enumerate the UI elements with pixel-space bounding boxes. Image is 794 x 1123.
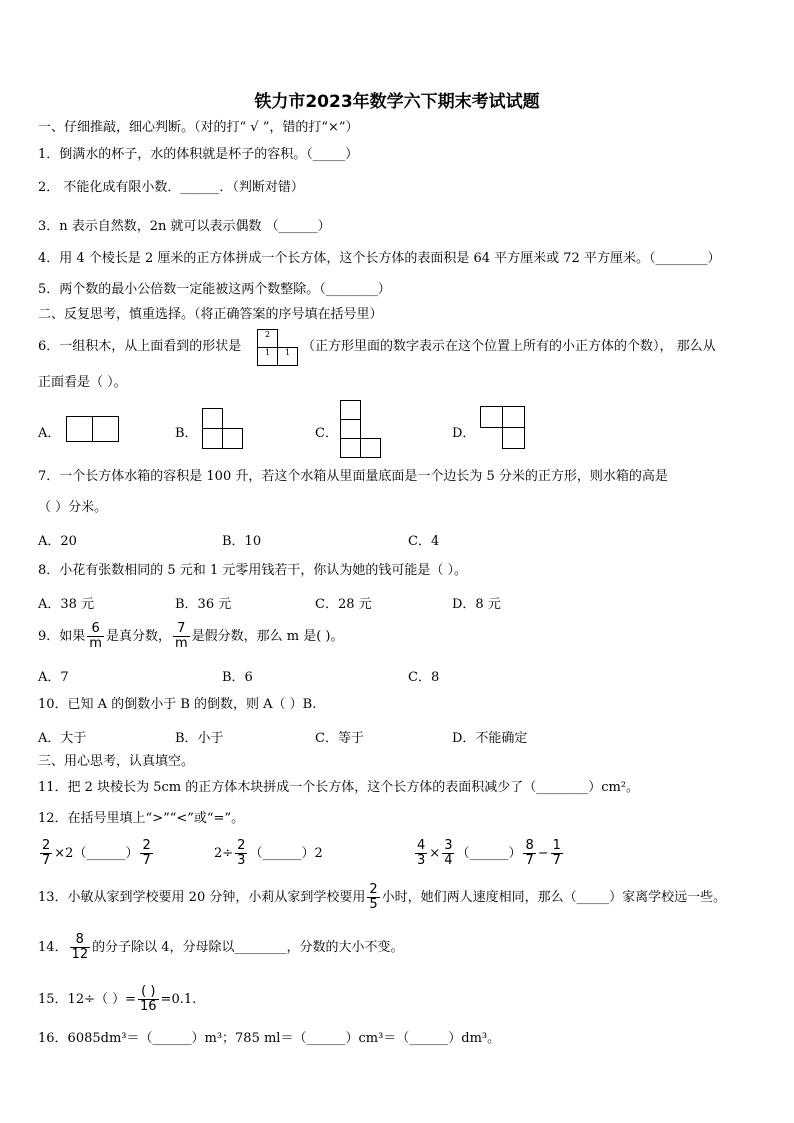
question-16: 16．6085dm³＝（______）m³；785 ml＝（______）cm³＝（______）dm³。 bbox=[38, 1031, 501, 1046]
fraction: $\frac{2}{7}$ bbox=[42, 838, 51, 868]
grid-cell: 1 bbox=[257, 347, 278, 366]
grid-cell: 2 bbox=[257, 329, 278, 348]
q8-option-d: D．8 元 bbox=[452, 597, 501, 612]
question-10: 10．已知 A 的倒数小于 B 的倒数，则 A（ ）B. bbox=[38, 697, 317, 712]
question-12: 12．在括号里填上“>”“<”或“=”。 bbox=[38, 811, 245, 826]
q8-option-c: C．28 元 bbox=[315, 597, 372, 612]
q15-text-b: =0.1. bbox=[160, 992, 197, 1007]
q15-text-a: 15．12÷（ ）= bbox=[38, 992, 137, 1007]
fraction: $\frac{2}{5}$ bbox=[369, 882, 378, 912]
q9-option-c: C．8 bbox=[408, 670, 440, 685]
q8-option-b: B．36 元 bbox=[175, 597, 232, 612]
fraction: $\frac{3}{4}$ bbox=[444, 838, 453, 868]
option-b-label: B． bbox=[175, 426, 198, 441]
section-3-heading: 三、用心思考，认真填空。 bbox=[38, 754, 195, 769]
q9-option-b: B．6 bbox=[222, 670, 253, 685]
q8-option-a: A．38 元 bbox=[38, 597, 95, 612]
question-14 bbox=[38, 930, 404, 966]
option-c-shape bbox=[340, 400, 380, 458]
q10-option-a: A．大于 bbox=[38, 731, 87, 746]
question-15 bbox=[38, 982, 196, 1018]
fraction: $\frac{2}{3}$ bbox=[237, 838, 246, 868]
q12c-op2: − bbox=[537, 846, 549, 861]
question-5: 5．两个数的最小公倍数一定能被这两个数整除。（________） bbox=[38, 282, 391, 297]
option-c-label: C． bbox=[315, 426, 338, 441]
top-view-grid bbox=[257, 329, 297, 365]
q10-option-c: C．等于 bbox=[315, 731, 364, 746]
q12b-prefix: 2÷ bbox=[214, 846, 234, 861]
question-13 bbox=[38, 880, 726, 916]
question-4: 4．用 4 个棱长是 2 厘米的正方体拼成一个长方体，这个长方体的表面积是 64 平方厘米或 72 平方厘米。（________） bbox=[38, 251, 721, 266]
q14-text-a: 14． bbox=[38, 940, 68, 955]
q10-option-d: D．不能确定 bbox=[452, 731, 528, 746]
option-d-shape bbox=[480, 406, 525, 450]
fraction: $\frac{8}{7}$ bbox=[525, 838, 534, 868]
q12a-text: ×2（______） bbox=[54, 846, 139, 861]
q14-text-b: 的分子除以 4，分母除以________，分数的大小不变。 bbox=[92, 940, 404, 955]
question-9 bbox=[38, 620, 344, 654]
q12-item-a bbox=[38, 836, 155, 872]
q9-option-a: A．7 bbox=[38, 670, 69, 685]
fraction: $\frac{4}{3}$ bbox=[417, 838, 426, 868]
option-b-shape bbox=[202, 408, 242, 448]
question-2: 2． 不能化成有限小数．______．（判断对错） bbox=[38, 180, 304, 195]
q10-option-b: B．小于 bbox=[175, 731, 224, 746]
question-6-part1: 6．一组积木，从上面看到的形状是 bbox=[38, 339, 242, 354]
question-7-part1: 7．一个长方体水箱的容积是 100 升，若这个水箱从里面量底面是一个边长为 5 分米的正方形，则水箱的高是 bbox=[38, 469, 668, 484]
question-3: 3．n 表示自然数，2n 就可以表示偶数 （______） bbox=[38, 219, 331, 234]
fraction: $\frac{2}{7}$ bbox=[142, 838, 151, 868]
q7-option-c: C．4 bbox=[408, 534, 440, 549]
option-a-shape bbox=[66, 416, 118, 441]
page-title: 铁力市2023年数学六下期末考试试题 bbox=[254, 92, 540, 112]
grid-cell: 1 bbox=[277, 347, 298, 366]
q7-option-a: A．20 bbox=[38, 534, 77, 549]
fraction: $\frac{( )}{16}$ bbox=[140, 984, 157, 1014]
q13-text-b: 小时，她们两人速度相同，那么（_____）家离学校远一些。 bbox=[381, 890, 727, 905]
q12b-text: （______）2 bbox=[249, 846, 323, 861]
option-d-label: D． bbox=[452, 426, 476, 441]
q12c-text: （______） bbox=[456, 846, 522, 861]
q9-text-b: 是真分数， bbox=[105, 629, 171, 644]
question-1: 1．倒满水的杯子，水的体积就是杯子的容积。（_____） bbox=[38, 147, 359, 162]
fraction: $\frac{6}{m}$ bbox=[89, 621, 102, 651]
q12-item-b bbox=[214, 836, 323, 872]
fraction: $\frac{7}{m}$ bbox=[174, 621, 188, 651]
question-7-part2: （ ）分米。 bbox=[38, 500, 108, 515]
q12c-op: × bbox=[429, 846, 441, 861]
section-1-heading: 一、仔细推敲，细心判断。（对的打“ √ ”，错的打“×”） bbox=[38, 120, 359, 135]
question-8: 8．小花有张数相同的 5 元和 1 元零用钱若干，你认为她的钱可能是（ ）。 bbox=[38, 563, 467, 578]
option-a-label: A． bbox=[38, 426, 61, 441]
question-6-part2: （正方形里面的数字表示在这个位置上所有的小正方体的个数）， 那么从 bbox=[302, 339, 716, 354]
q7-option-b: B．10 bbox=[222, 534, 262, 549]
question-11: 11．把 2 块棱长为 5cm 的正方体木块拼成一个长方体，这个长方体的表面积减少了（________）cm²。 bbox=[38, 780, 640, 795]
q9-text-a: 9．如果 bbox=[38, 629, 86, 644]
q9-text-c: 是假分数，那么 m 是( )。 bbox=[191, 629, 344, 644]
fraction: $\frac{8}{12}$ bbox=[71, 932, 89, 962]
question-6-part3: 正面看是（ ）。 bbox=[38, 375, 127, 390]
fraction: $\frac{1}{7}$ bbox=[552, 838, 561, 868]
q13-text-a: 13．小敏从家到学校要用 20 分钟，小莉从家到学校要用 bbox=[38, 890, 366, 905]
q12-item-c bbox=[413, 836, 565, 872]
section-2-heading: 二、反复思考，慎重选择。（将正确答案的序号填在括号里） bbox=[38, 307, 383, 322]
